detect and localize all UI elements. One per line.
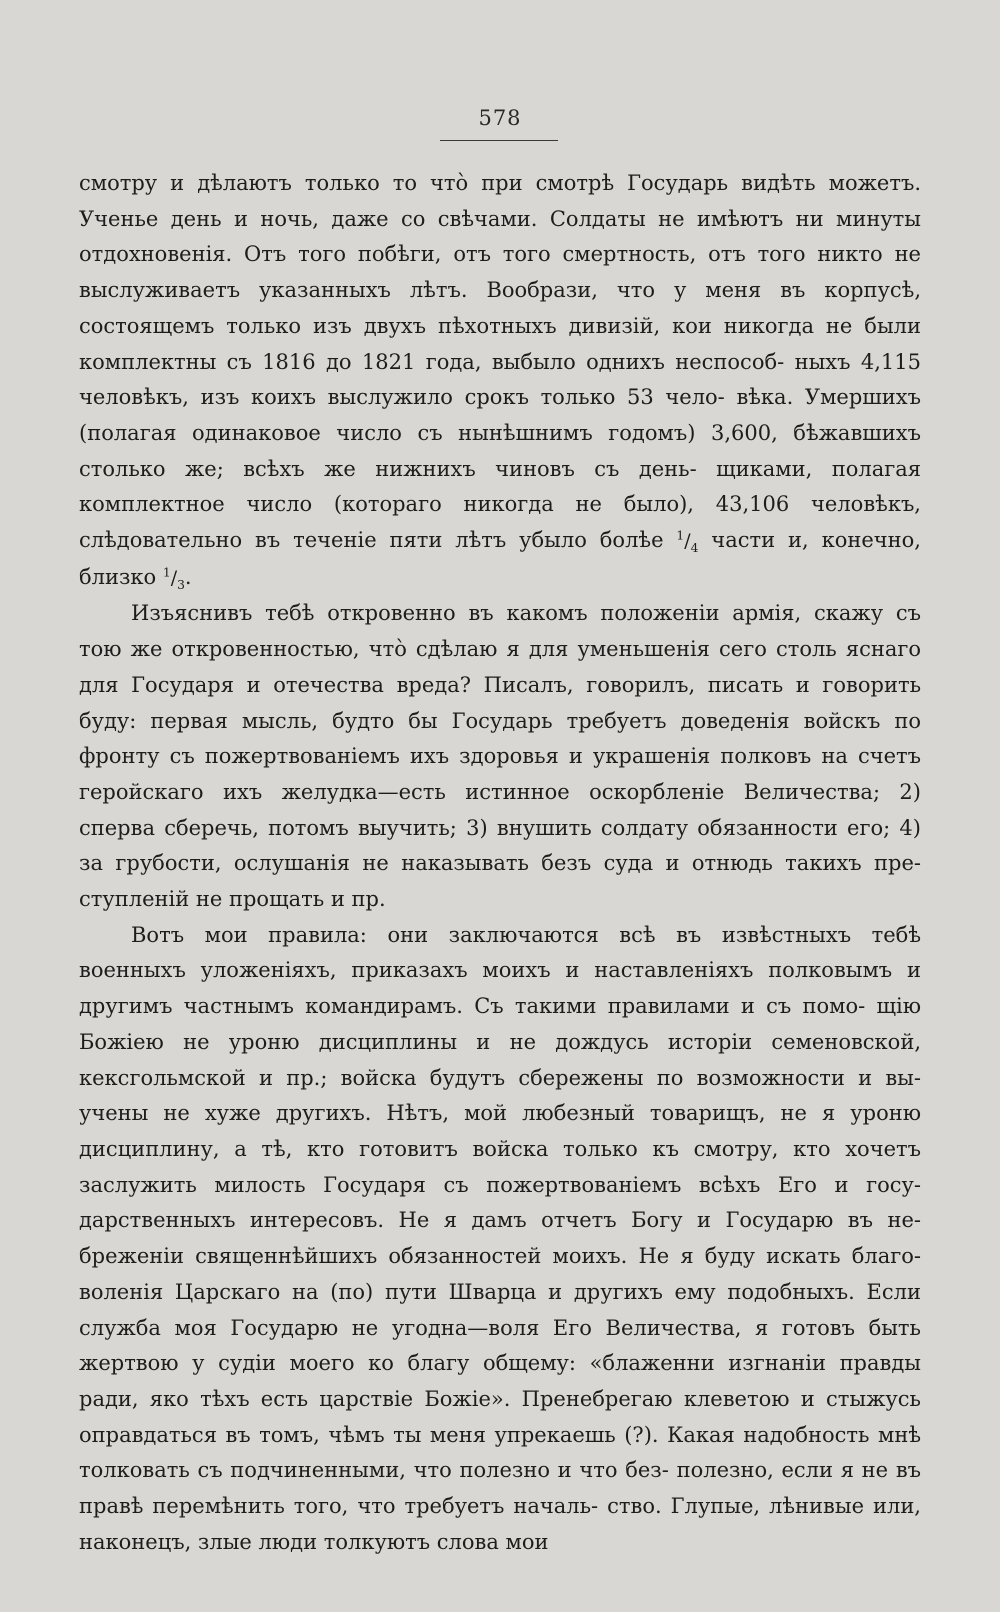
fraction-one-quarter: $^1/_4$ [676,528,699,555]
text-line: Изъяснивъ тебѣ откровенно въ какомъ положеніи армія, скажу съ [131,601,921,626]
text-line: 3,600, бѣжавшихъ столько же; всѣхъ же нижнихъ чиновъ съ день- [79,420,921,481]
text-line: Вотъ мои правила: они заключаются всѣ въ извѣстныхъ тебѣ [131,922,921,947]
page-number: 578 [478,106,522,130]
text-line: дарственныхъ интересовъ. Не я дамъ отчетъ Богу и Государю въ не- [79,1208,921,1233]
text-line: ступленій не прощать и пр. [79,887,386,912]
text-line: буду: первая мысль, будто бы Государь требуетъ доведенія войскъ по [79,708,921,733]
text-line: заслужить милость Государя съ пожертвованіемъ всѣхъ Его и госу- [79,1172,921,1197]
text-line: тою же откровенностью, что̀ сдѣлаю я для уменьшенія сего столь яснаго [79,637,921,662]
header-rule [440,140,558,141]
text-line: быть жертвою у судіи моего ко благу общему: «блаженни изгнаніи [79,1315,921,1376]
text-line: дисциплину, а тѣ, кто готовитъ войска только къ смотру, кто хочетъ [79,1136,921,1161]
text-line: щію Божіею не уроню дисциплины и не дождусь исторіи семеновской, [79,994,921,1054]
text-line: брежeніи священнѣйшихъ обязанностей моихъ. Не я буду искать благо- [79,1244,921,1269]
fraction-numerator: 1 [162,565,171,580]
paragraph-1 [79,166,921,596]
text-line: правды ради, яко тѣхъ есть царствіе Божіе». Пренебрегаю клеветою [79,1351,921,1411]
text-line: геройскаго ихъ желудка—есть истинное оскорбленіе Величества; 2) сперва [79,779,921,840]
text-line: учены не хуже другихъ. Нѣтъ, мой любезный товарищъ, не я уроню [79,1101,921,1126]
text-line: и другимъ частнымъ командирамъ. Съ такими правилами и съ помо- [79,958,921,1019]
text-line: фронту съ пожертвованіемъ ихъ здоровья и украшенія полковъ на счетъ [79,744,921,769]
text-line: Если служба моя Государю не угодна—воля Его Величества, я готовъ [79,1279,921,1340]
text-line: сберечь, потомъ выучить; 3) внушить солдату обязанности его; 4) за [79,815,921,876]
text-line: части [698,528,776,553]
fraction-denominator: 3 [177,577,185,592]
text-line: для Государя и отечества вреда? Писалъ, говорилъ, писать и говорить [79,672,921,697]
text-line: смотру и дѣлаютъ только то что̀ при смотрѣ Государь видѣть можетъ. [79,171,921,195]
text-line: не выслуживаетъ указанныхъ лѣтъ. Вообрази, что у меня въ корпусѣ, [79,242,921,303]
text-line: Ученье день и ночь, даже со свѣчами. Солдаты не имѣютъ ни минуты [79,206,921,231]
fraction-numerator: 1 [676,528,685,543]
text-line: вѣка. Умершихъ (полагая одинаковое число съ нынѣшнимъ годомъ) [79,385,921,445]
text-line: человѣкъ, слѣдовательно въ теченіе пяти лѣтъ убыло болѣе [79,492,921,553]
text-line: ныхъ 4,115 человѣкъ, изъ коихъ выслужило срокъ только 53 чело- [79,349,921,410]
paragraph-3 [79,918,921,1561]
fraction-denominator: 4 [690,540,699,555]
text-line: военныхъ уложеніяхъ, приказахъ моихъ и наставленіяхъ полковымъ [79,958,893,983]
text-line: грубости, ослушанія не наказывать безъ суда и отнюдь такихъ пре- [115,851,921,876]
text-line: кексгольмской и пр.; войска будутъ сбережены по возможности и вы- [79,1065,921,1090]
text-line: полезно, если я не въ правѣ перемѣнить того, что требуетъ началь- [79,1458,921,1519]
text-line: ство. Глупые, лѣнивые или, наконецъ, злые люди толкуютъ слова мои [79,1494,921,1554]
text-line: были комплектны съ 1816 до 1821 года, выбыло однихъ неспособ- [79,313,921,374]
text-line: надобность мнѣ толковать съ подчиненными, что полезно и что без- [79,1422,921,1483]
text-line: воленія Царскаго на (по) пути Шварца и другихъ ему подобныхъ. [79,1279,855,1304]
text-line: и стыжусь оправдаться въ томъ, чѣмъ ты меня упрекаешь (?). Какая [79,1386,921,1447]
text-line: отдохновенія. Отъ того побѣги, отъ того смертность, отъ того никто [79,242,883,267]
text-line: и, конечно, близко [79,528,921,589]
fraction-one-third: $^1/_3$ [162,565,185,592]
text-line: состоящемъ только изъ двухъ пѣхотныхъ дивизій, кои никогда не [79,313,853,338]
paragraph-2 [79,596,921,917]
text-line: щиками, полагая комплектное число (котораго никогда не было), 43,106 [79,456,921,517]
text-line: . [184,564,192,589]
body-text [79,166,921,1560]
